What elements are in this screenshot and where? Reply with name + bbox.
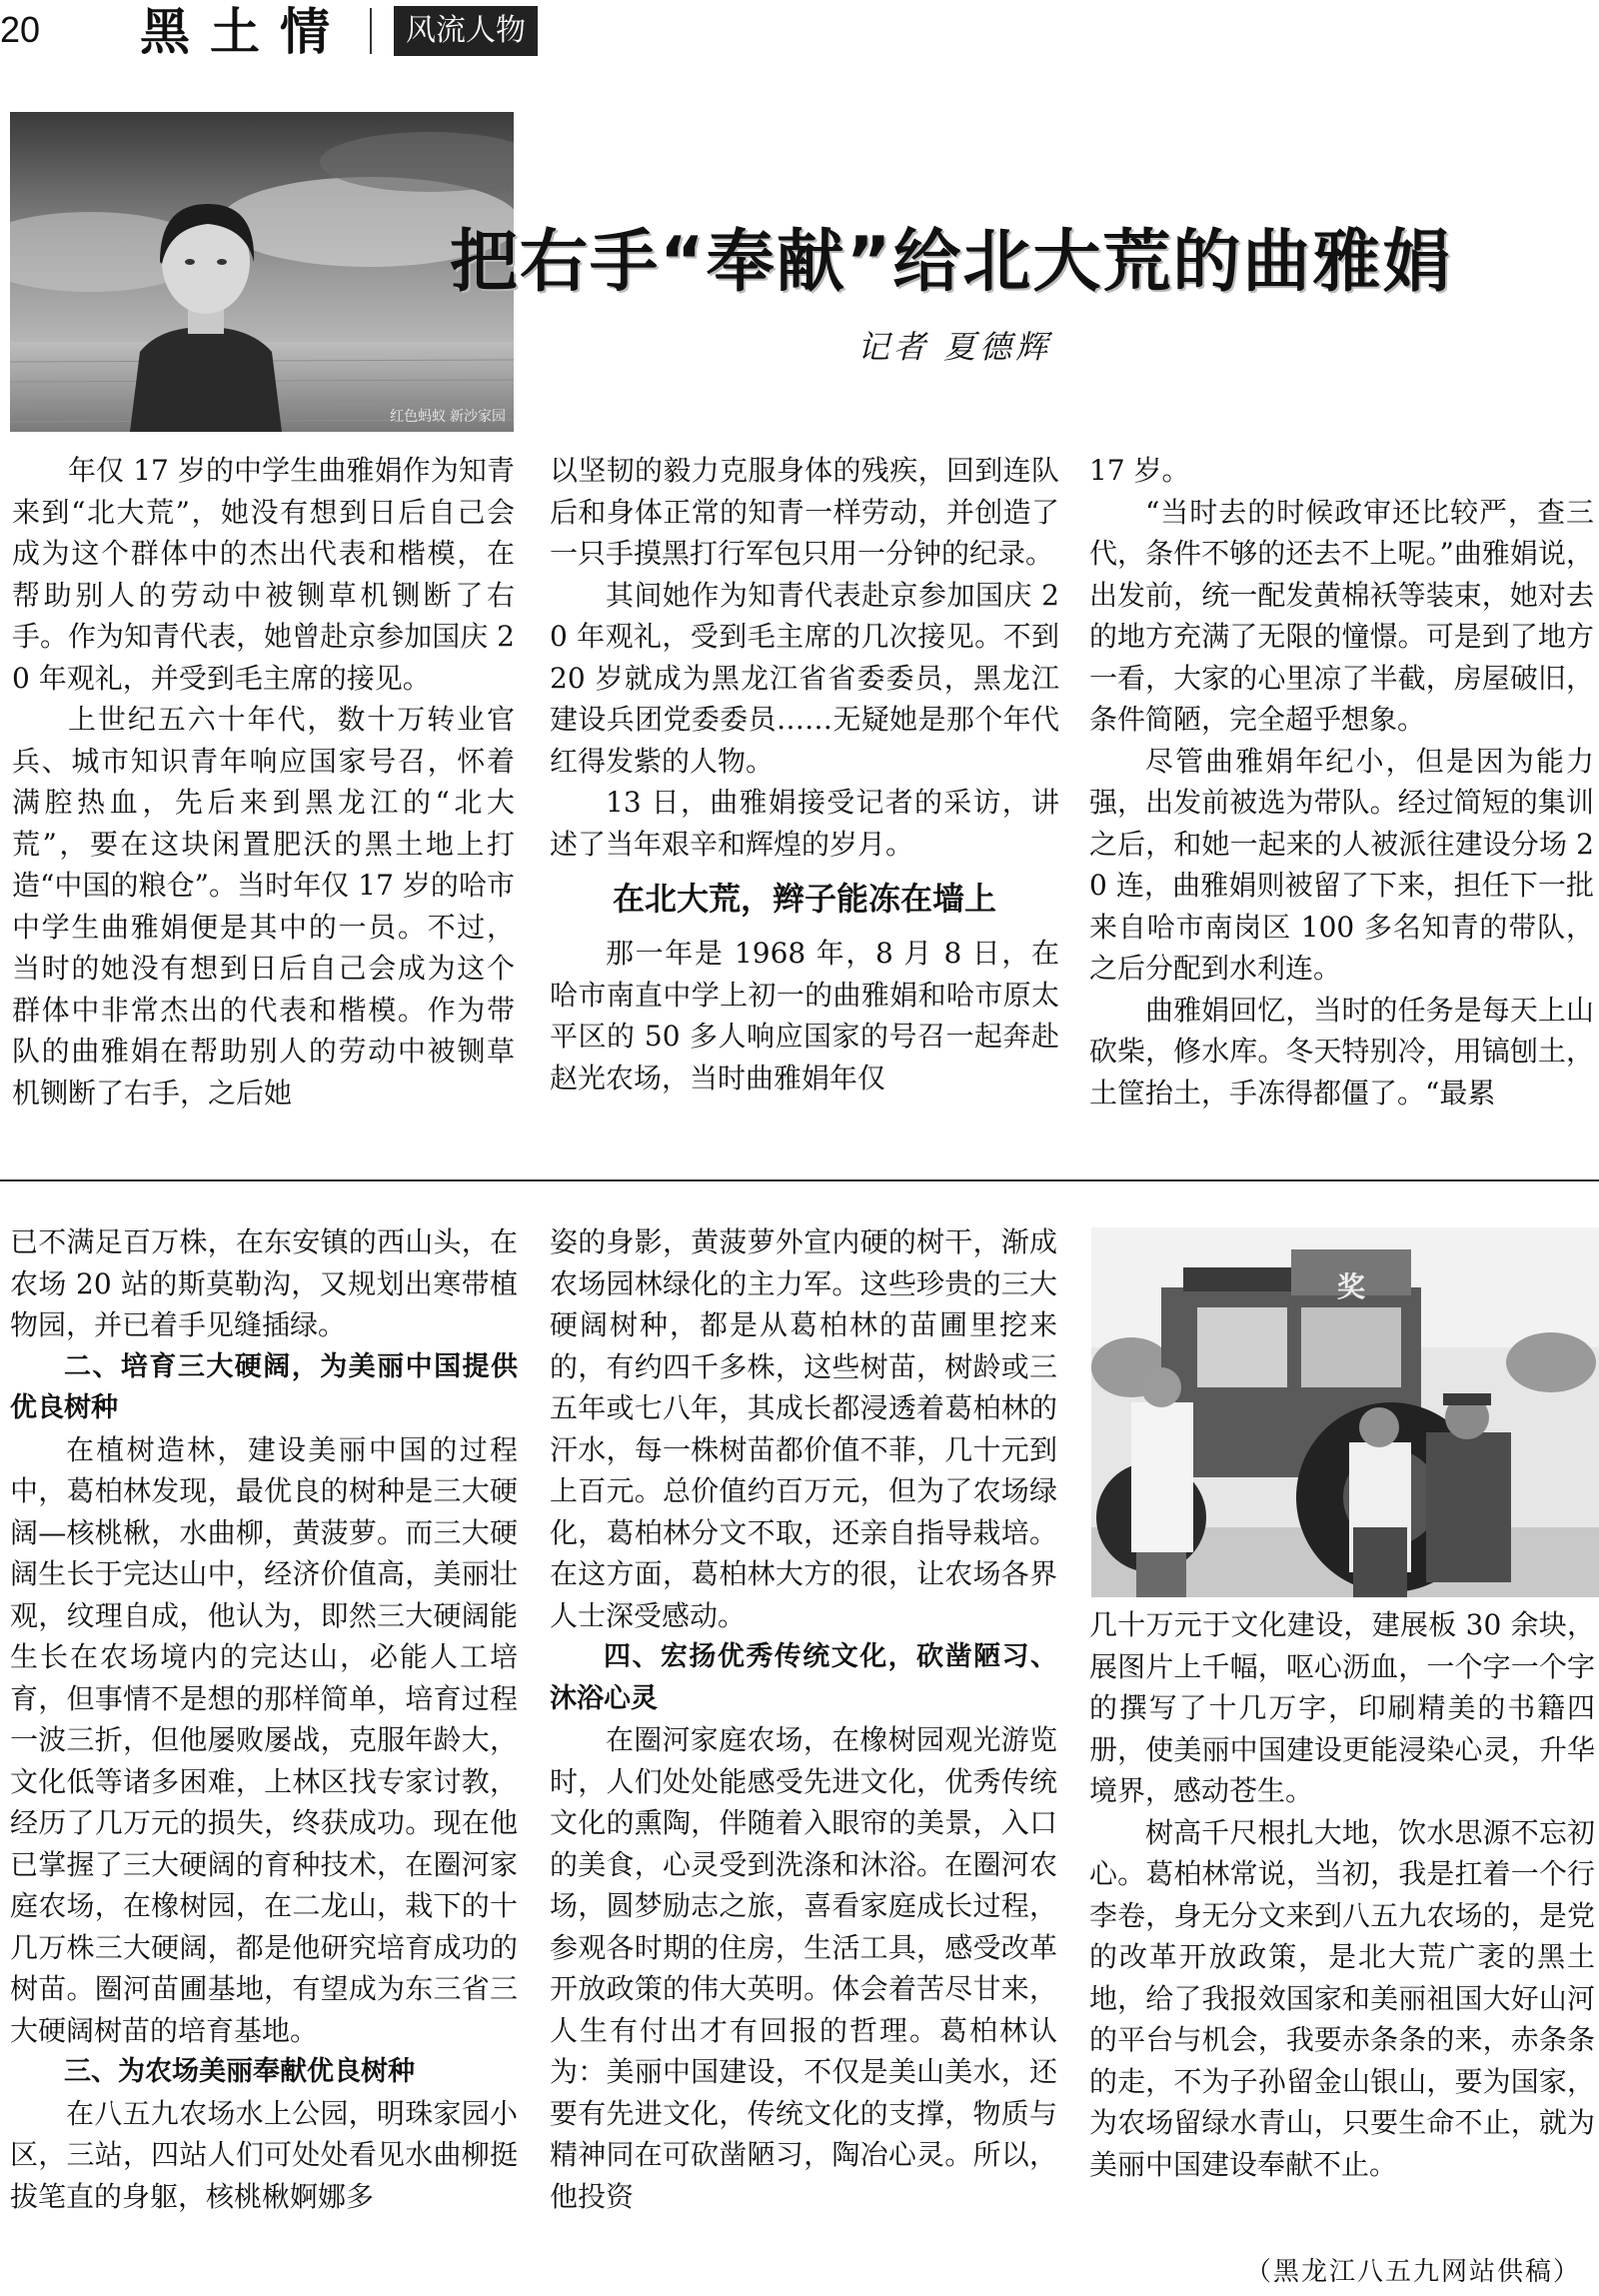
paragraph: 几十万元于文化建设，建展板 30 余块，展图片上千幅，呕心沥血，一个字一个字的撰写了十几万字，印刷精美的书籍四册，使美丽中国建设更能浸染心灵，升华境界，感动苍生。: [1089, 1608, 1595, 1807]
paragraph: 在植树造林，建设美丽中国的过程中，葛柏林发现，最优良的树种是三大硬阔—核桃楸，水曲柳，黄菠萝。而三大硬阔生长于完达山中，经济价值高，美丽壮观，纹理自成，他认为，即然三大硬阔能生长在农场境内的完达山，必能人工培育，但事情不是想的那样简单，培育过程一波三折，但他屡败屡战，克服年龄大，文化低等诸多困难，上林区找专家讨教，经历了几万元的损失，终获成功。现在他已掌握了三大硬阔的育种技术，在圈河家庭农场，在橡树园，在二龙山，栽下的十几万株三大硬阔，都是他研究培育成功的树苗。圈河苗圃基地，有望成为东三省三大硬阔树苗的培育基地。: [10, 1432, 518, 2047]
top-column-3: [1089, 450, 1594, 1114]
paragraph: 17 岁。: [1089, 454, 1190, 487]
paragraph: 在八五九农场水上公园，明珠家园小区，三站，四站人们可处处看见水曲柳挺拔笔直的身躯，核桃楸婀娜多: [10, 2096, 518, 2213]
paragraph: 以坚韧的毅力克服身体的残疾，回到连队后和身体正常的知青一样劳动，并创造了一只手摸黑打行军包只用一分钟的纪录。: [550, 454, 1059, 570]
paragraph: 尽管曲雅娟年纪小，但是因为能力强，出发前被选为带队。经过简短的集训之后，和她一起来的人被派往建设分场 20 连，曲雅娟则被留了下来，担任下一批来自哈市南岗区 100 多名知青的带队，之后分配到水利连。: [1089, 744, 1594, 985]
section-label: 风流人物: [394, 6, 538, 56]
subheading: 二、培育三大硬阔，为美丽中国提供优良树种: [10, 1350, 518, 1423]
paragraph: 姿的身影，黄菠萝外宣内硬的树干，渐成农场园林绿化的主力军。这些珍贵的三大硬阔树种，都是从葛柏林的苗圃里挖来的，有约四千多株，这些树苗，树龄或三五年或七八年，其成长都浸透着葛柏林的汗水，每一株树苗都价值不菲，几十元到上百元。总价值约百万元，但为了农场绿化，葛柏林分文不取，还亲自指导栽培。在这方面，葛柏林大方的很，让农场各界人士深受感动。: [550, 1225, 1057, 1632]
subheading: 在北大荒，辫子能冻在墙上: [612, 880, 996, 918]
lower-column-1: [10, 1221, 518, 2217]
article-title: 把右手“奉献”给北大荒的曲雅娟: [450, 223, 1453, 302]
paragraph: 上世纪五六十年代，数十万转业官兵、城市知识青年响应国家号召，怀着满腔热血，先后来到黑龙江的“北大荒”，要在这块闲置肥沃的黑土地上打造“中国的粮仓”。当时年仅 17 岁的哈市中学生曲雅娟便是其中的一员。不过，当时的她没有想到日后自己会成为这个群体中非常杰出的代表和楷模。作为带队的曲雅娟在帮助别人的劳动中被铡草机铡断了右手，之后她: [12, 703, 515, 1110]
article-byline: 记者 夏德辉: [857, 328, 1052, 366]
lower-column-2: [550, 1221, 1057, 2217]
paragraph: 13 日，曲雅娟接受记者的采访，讲述了当年艰辛和辉煌的岁月。: [550, 786, 1059, 861]
paragraph: 年仅 17 岁的中学生曲雅娟作为知青来到“北大荒”，她没有想到日后自己会成为这个群体中的杰出代表和楷模，在帮助别人的劳动中被铡草机铡断了右手。作为知青代表，她曾赴京参加国庆 20 年观礼，并受到毛主席的接见。: [12, 454, 515, 695]
paragraph: 其间她作为知青代表赴京参加国庆 20 年观礼，受到毛主席的几次接见。不到 20 岁就成为黑龙江省省委委员，黑龙江建设兵团党委委员……无疑她是那个年代红得发紫的人物。: [550, 578, 1059, 778]
lower-column-3: [1089, 1604, 1595, 2185]
header-divider: [370, 8, 372, 54]
top-column-1: [12, 450, 515, 1114]
paragraph: 在圈河家庭农场，在橡树园观光游览时，人们处处能感受先进文化，优秀传统文化的熏陶，伴随着入眼帘的美景，入口的美食，心灵受到洗涤和沐浴。在圈河农场，圆梦励志之旅，喜看家庭成长过程，参观各时期的住房，生活工具，感受改革开放政策的伟大英明。体会着苦尽甘来，人生有付出才有回报的哲理。葛柏林认为：美丽中国建设，不仅是美山美水，还要有先进文化，传统文化的支撑，物质与精神同在可砍凿陋习，陶冶心灵。所以，他投资: [550, 1723, 1057, 2213]
section-divider: [0, 1179, 1599, 1181]
paragraph: 那一年是 1968 年，8 月 8 日，在哈市南直中学上初一的曲雅娟和哈市原太平区的 50 多人响应国家的号召一起奔赴赵光农场，当时曲雅娟年仅: [550, 937, 1059, 1095]
top-column-2: [550, 450, 1059, 1099]
portrait-photo: [10, 112, 514, 432]
paragraph: “当时去的时候政审还比较严，查三代，条件不够的还去不上呢。”曲雅娟说，出发前，统一配发黄棉袄等装束，她对去的地方充满了无限的憧憬。可是到了地方一看，大家的心里凉了半截，房屋破旧，条件简陋，完全超乎想象。: [1089, 495, 1594, 736]
tractor-photo: [1091, 1227, 1599, 1597]
publication-masthead: 黑土情: [140, 2, 350, 61]
paragraph: 树高千尺根扎大地，饮水思源不忘初心。葛柏林常说，当初，我是扛着一个行李卷，身无分文来到八五九农场的，是党的改革开放政策，是北大荒广袤的黑土地，给了我报效国家和美丽祖国大好山河的平台与机会，我要赤条条的来，赤条条的走，不为子孙留金山银山，要为国家，为农场留绿水青山，只要生命不止，就为美丽中国建设奉献不止。: [1089, 1815, 1595, 2181]
subheading: 四、宏扬优秀传统文化，砍凿陋习、沐浴心灵: [550, 1641, 1057, 1714]
paragraph: 已不满足百万株，在东安镇的西山头，在农场 20 站的斯莫勒沟，又规划出寒带植物园，并已着手见缝插绿。: [10, 1225, 518, 1341]
source-credit: （黑龙江八五九网站供稿）: [1244, 2257, 1581, 2287]
tractor-sign: 奖: [1337, 1270, 1366, 1303]
paragraph: 曲雅娟回忆，当时的任务是每天上山砍柴，修水库。冬天特别冷，用镐刨土，土筐抬土，手冻得都僵了。“最累: [1089, 993, 1594, 1110]
subheading: 三、为农场美丽奉献优良树种: [64, 2056, 415, 2087]
photo-watermark: 红色蚂蚁 新沙家园: [390, 408, 506, 424]
page-number: 20: [0, 9, 41, 50]
